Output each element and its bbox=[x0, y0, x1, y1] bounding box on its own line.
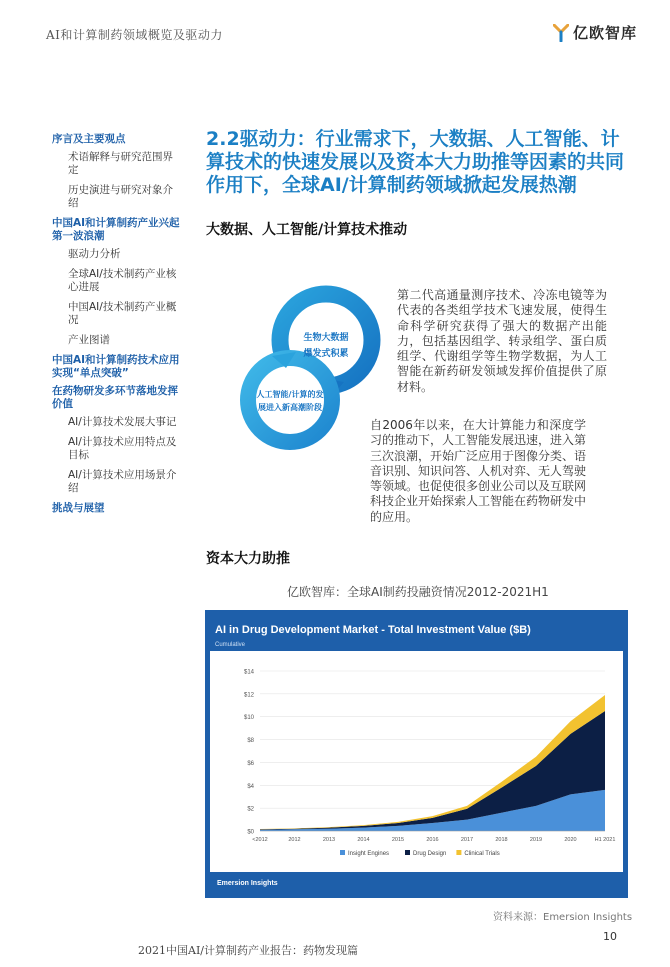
legend-label: Clinical Trials bbox=[464, 851, 500, 857]
paragraph-ai: 自2006年以来，在大计算能力和深度学习的推动下，人工智能发展迅速，进入第三次浪潮，开始广泛应用于图像分类、语音识别、知识问答、人机对弈、无人驾驶等领域。也促使很多创业公司以及互联网科技企业开始探索人工智能在药物研发中的应用。 bbox=[370, 418, 587, 524]
toc-item[interactable]: 驱动力分析 bbox=[68, 248, 121, 260]
header-title: AI和计算制药领域概览及驱动力 bbox=[46, 28, 223, 42]
x-tick-label: 2012 bbox=[288, 837, 301, 843]
y-tick-label: $2 bbox=[247, 806, 254, 813]
legend-label: Insight Engines bbox=[348, 851, 390, 857]
ring1-label-1: 生物大数据 bbox=[303, 333, 349, 343]
legend-swatch bbox=[456, 850, 461, 855]
x-tick-label: 2020 bbox=[564, 837, 577, 843]
x-tick-label: 2016 bbox=[426, 837, 439, 843]
toc-item[interactable]: AI/计算技术发展大事记 bbox=[68, 416, 177, 428]
x-tick-label: <2012 bbox=[252, 837, 268, 843]
y-tick-label: $0 bbox=[247, 829, 254, 836]
x-tick-label: 2019 bbox=[529, 837, 543, 843]
y-tick-label: $10 bbox=[243, 715, 254, 722]
x-tick-label: 2013 bbox=[322, 837, 336, 843]
toc-item[interactable]: 中国AI/技术制药产业概况 bbox=[68, 301, 177, 326]
toc-section[interactable]: 挑战与展望 bbox=[52, 502, 105, 514]
toc-section[interactable]: 中国AI和计算制药产业兴起第一波浪潮 bbox=[52, 217, 180, 242]
toc-section[interactable]: 中国AI和计算制药技术应用实现“单点突破” bbox=[52, 354, 180, 379]
ring2-label-2: 展进入新高潮阶段 bbox=[258, 403, 322, 412]
chart-svg bbox=[210, 651, 623, 872]
toc-item[interactable]: AI/计算技术应用场景介绍 bbox=[68, 469, 177, 494]
source-note: 资料来源：Emersion Insights bbox=[493, 912, 633, 923]
table-of-contents bbox=[52, 133, 180, 520]
figure-title: 亿欧智库：全球AI制药投融资情况2012-2021H1 bbox=[287, 585, 549, 599]
x-tick-label: 2018 bbox=[495, 837, 508, 843]
footer-title: 2021中国AI/计算制药产业报告：药物发现篇 bbox=[138, 944, 358, 957]
y-tick-label: $14 bbox=[243, 669, 254, 676]
x-tick-label: 2014 bbox=[357, 837, 370, 843]
legend-label: Drug Design bbox=[413, 851, 447, 857]
ring1-label-2: 爆发式积累 bbox=[303, 349, 349, 359]
toc-item[interactable]: AI/计算技术应用特点及目标 bbox=[68, 436, 177, 461]
logo-icon bbox=[553, 24, 569, 42]
investment-chart bbox=[205, 610, 628, 898]
toc-item[interactable]: 历史演进与研究对象介绍 bbox=[68, 184, 173, 209]
chart-plot-panel bbox=[210, 651, 623, 872]
subheading-capital: 资本大力助推 bbox=[206, 551, 290, 567]
logo bbox=[553, 22, 637, 43]
lower-ring bbox=[248, 358, 332, 442]
toc-section[interactable]: 在药物研发多环节落地发挥价值 bbox=[52, 385, 178, 410]
toc-item[interactable]: 全球AI/技术制药产业核心进展 bbox=[68, 268, 177, 293]
chart-subtitle: Cumulative bbox=[215, 642, 246, 648]
ring2-label-1: 人工智能/计算的发 bbox=[256, 390, 324, 399]
toc-section[interactable]: 序言及主要观点 bbox=[52, 133, 126, 145]
page-number: 10 bbox=[603, 930, 617, 943]
toc-item[interactable]: 产业图谱 bbox=[68, 334, 110, 346]
subheading-bigdata: 大数据、人工智能/计算技术推动 bbox=[206, 222, 408, 238]
y-tick-label: $8 bbox=[247, 738, 254, 745]
y-tick-label: $12 bbox=[243, 692, 254, 699]
chart-title: AI in Drug Development Market - Total Investment Value ($B) bbox=[215, 624, 531, 636]
x-tick-label: 2017 bbox=[460, 837, 474, 843]
paragraph-big-data: 第二代高通量测序技术、冷冻电镜等为代表的各类组学技术飞速发展，使得生命科学研究获得了强大的数据产出能力，包括基因组学、转录组学、蛋白质组学、代谢组学等生物学数据，为人工智能在新药研发领域发挥价值提供了原材料。 bbox=[397, 288, 607, 394]
chart-footer: Emersion Insights bbox=[217, 880, 278, 887]
y-tick-label: $6 bbox=[247, 760, 254, 767]
logo-text: 亿欧智库 bbox=[573, 24, 638, 42]
x-tick-label: 2015 bbox=[391, 837, 405, 843]
page-heading: 2.2驱动力：行业需求下，大数据、人工智能、计算技术的快速发展以及资本大力助推等因素的共同作用下，全球AI/计算制药领域掀起发展热潮 bbox=[206, 128, 625, 196]
legend-swatch bbox=[340, 850, 345, 855]
x-tick-label: H1 2021 bbox=[594, 837, 616, 843]
drivers-ring-diagram bbox=[234, 282, 384, 452]
legend-swatch bbox=[405, 850, 410, 855]
y-tick-label: $4 bbox=[247, 783, 254, 790]
toc-item[interactable]: 术语解释与研究范围界定 bbox=[68, 151, 173, 176]
